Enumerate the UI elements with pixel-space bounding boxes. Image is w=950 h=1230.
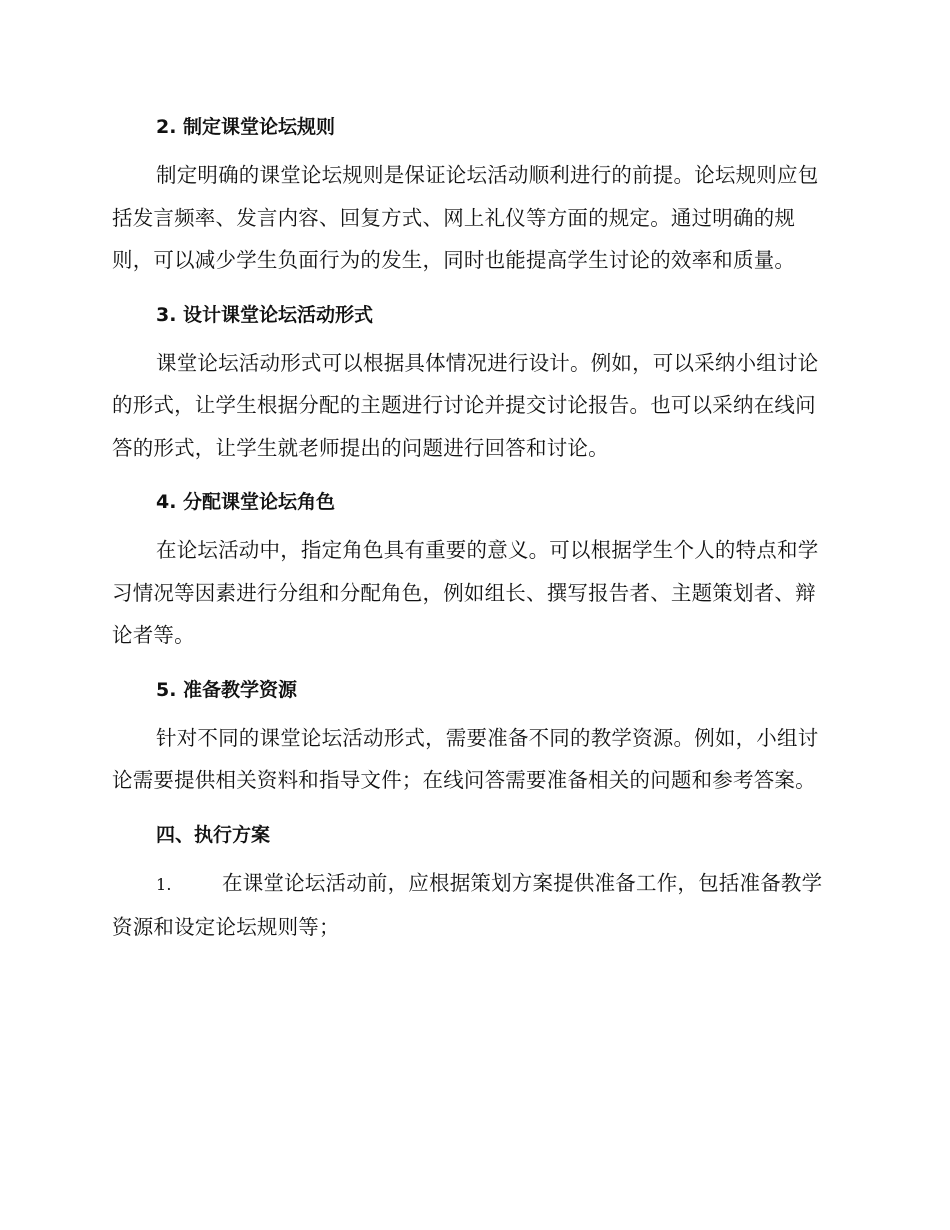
section-paragraph-rules: 制定明确的课堂论坛规则是保证论坛活动顺利进行的前提。论坛规则应包括发言频率、发言内容、回复方式、网上礼仪等方面的规定。通过明确的规则，可以减少学生负面行为的发生，同时也能提高学生讨论的效率和质量。 <box>112 163 819 272</box>
section-heading-rules: 2. 制定课堂论坛规则 <box>156 116 336 138</box>
section-heading-activity-format: 3. 设计课堂论坛活动形式 <box>156 303 374 326</box>
document-body <box>112 108 834 949</box>
execution-item-number: 1. <box>156 874 172 894</box>
section-paragraph-activity-format: 课堂论坛活动形式可以根据具体情况进行设计。例如，可以采纳小组讨论的形式，让学生根据分配的主题进行讨论并提交讨论报告。也可以采纳在线问答的形式，让学生就老师提出的问题进行回答和讨论。 <box>112 350 819 460</box>
execution-item <box>112 862 834 949</box>
section-paragraph-resources: 针对不同的课堂论坛活动形式，需要准备不同的教学资源。例如，小组讨论需要提供相关资料和指导文件；在线问答需要准备相关的问题和参考答案。 <box>112 725 819 792</box>
execution-plan-heading: 四、执行方案 <box>156 823 271 846</box>
section-heading-roles: 4. 分配课堂论坛角色 <box>156 491 336 513</box>
execution-item-text: 在课堂论坛活动前，应根据策划方案提供准备工作，包括准备教学资源和设定论坛规则等； <box>112 870 823 939</box>
section-heading-resources: 5. 准备教学资源 <box>156 678 298 701</box>
section-paragraph-roles: 在论坛活动中，指定角色具有重要的意义。可以根据学生个人的特点和学习情况等因素进行分组和分配角色，例如组长、撰写报告者、主题策划者、辩论者等。 <box>112 538 819 647</box>
